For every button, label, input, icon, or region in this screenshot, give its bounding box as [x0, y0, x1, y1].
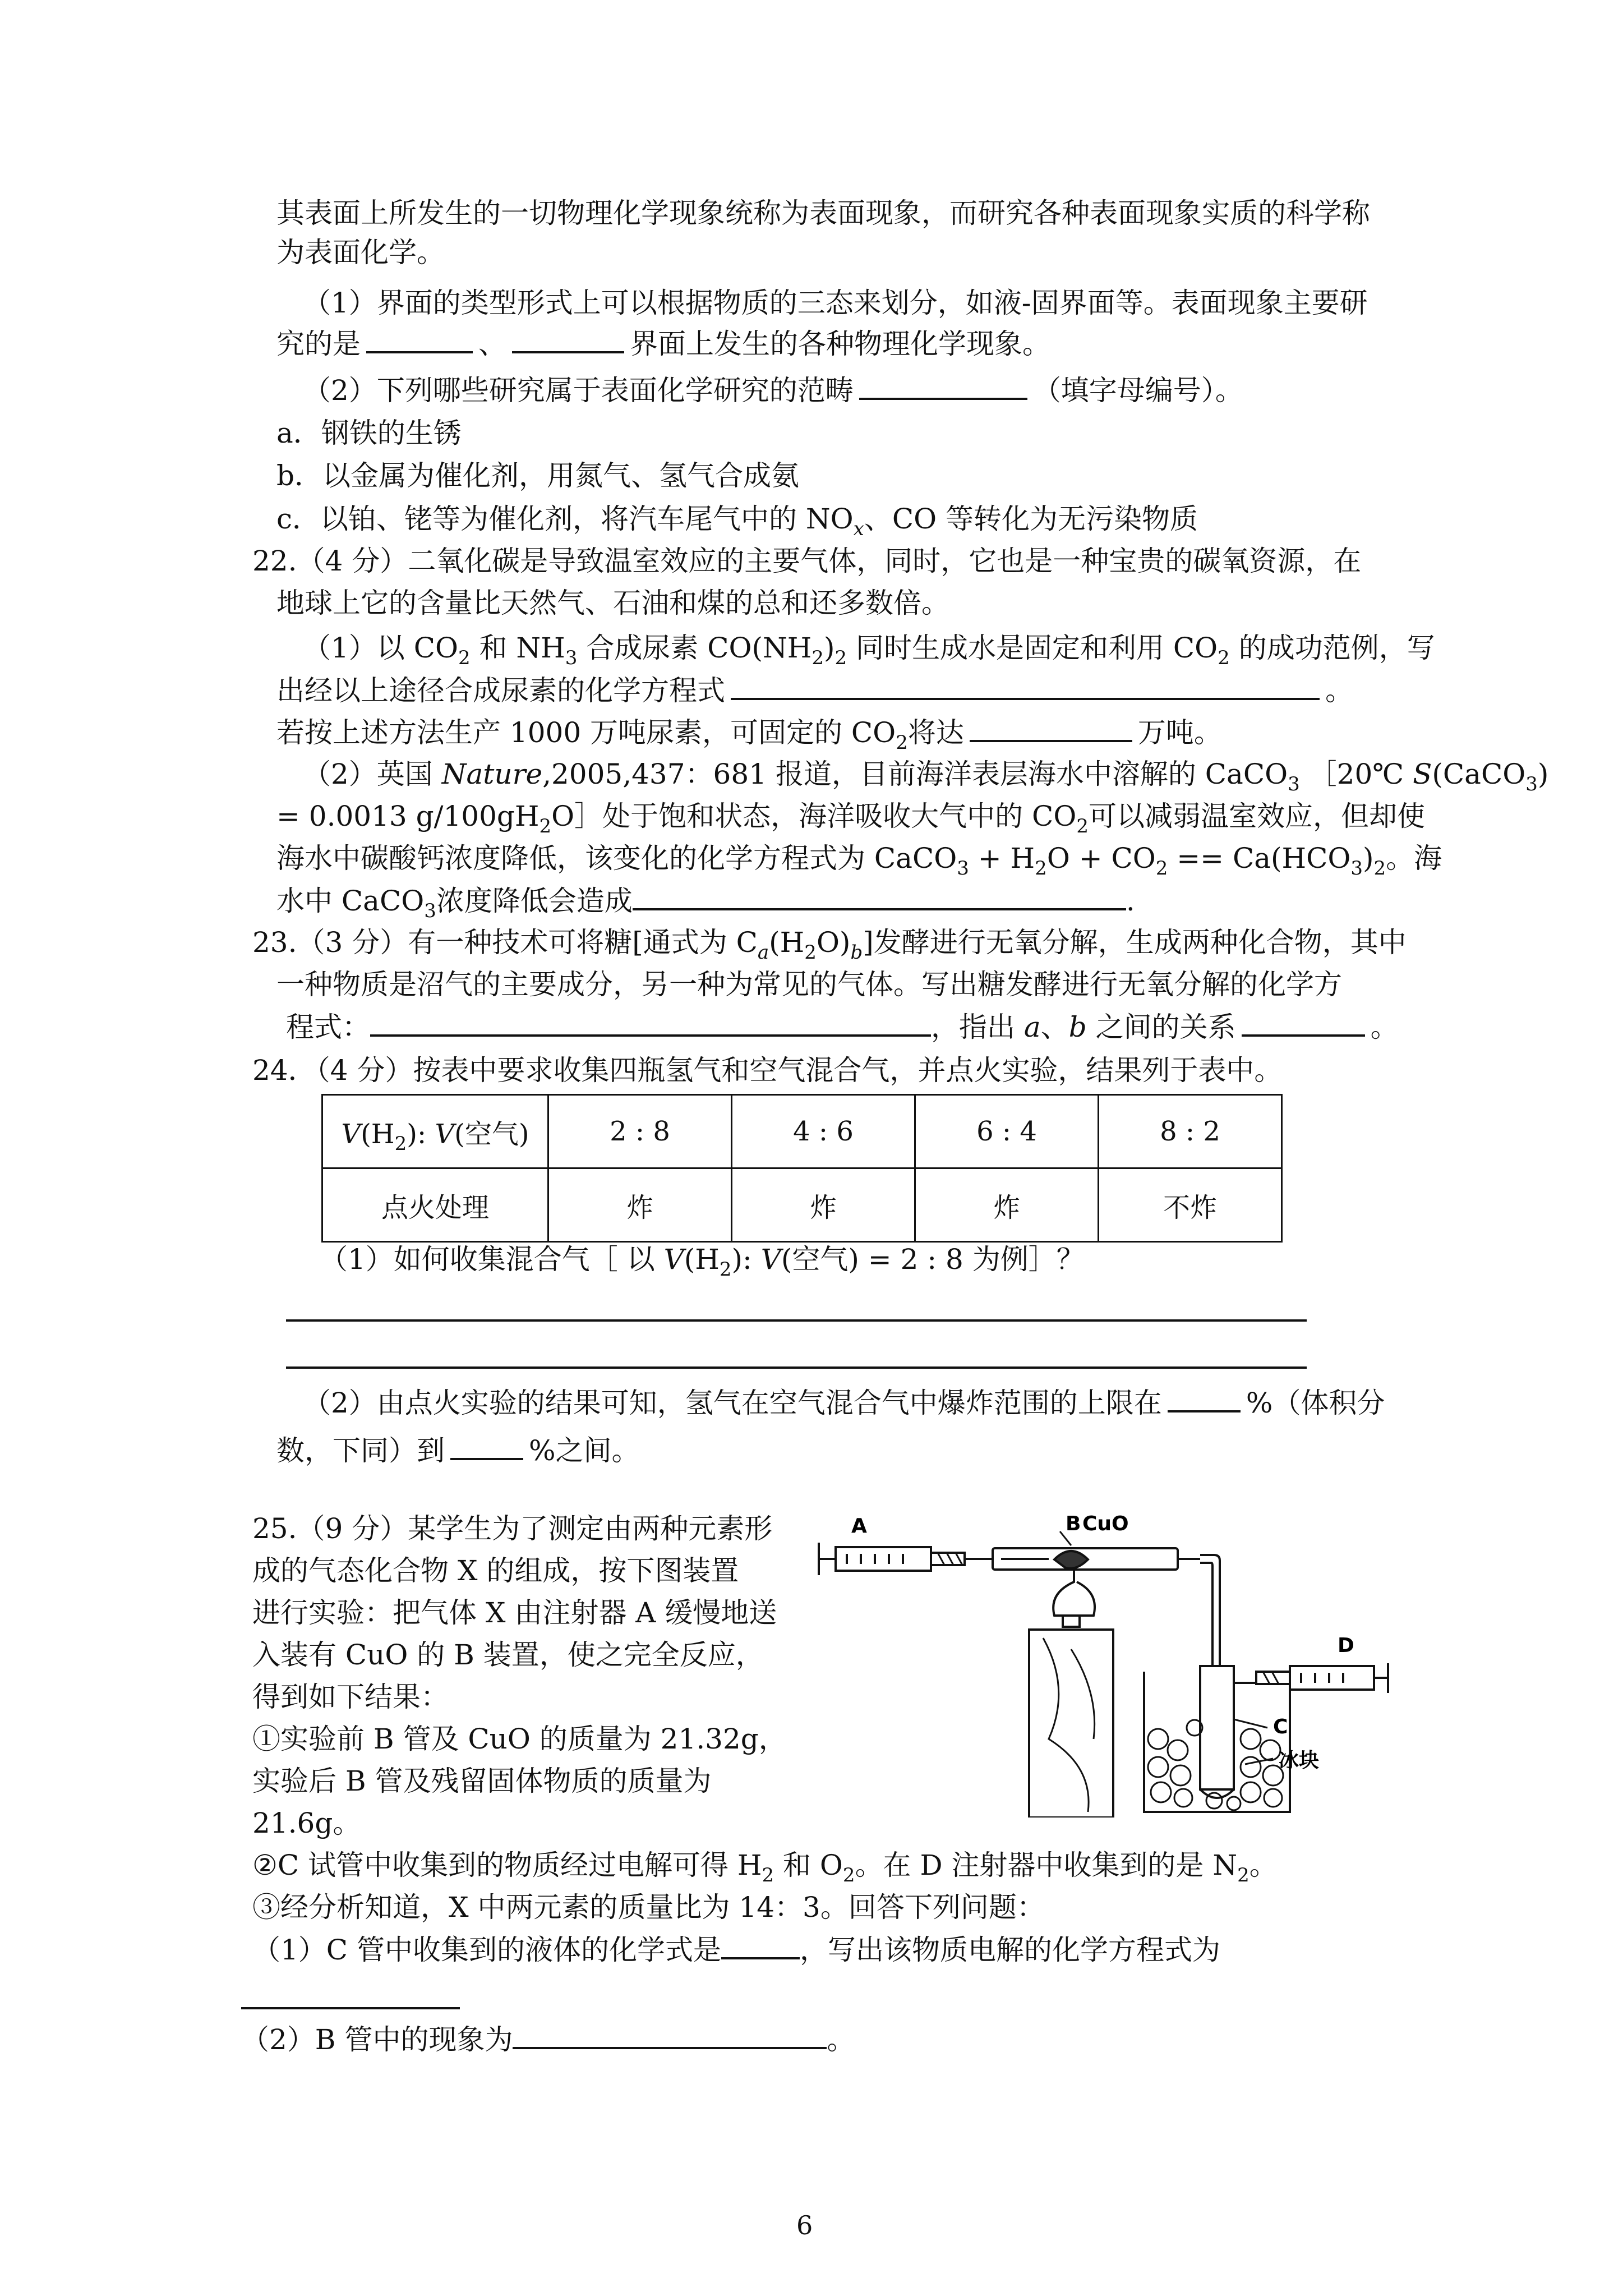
q25-line5: 得到如下结果： [252, 1681, 449, 1713]
page-number: 6 [796, 2210, 813, 2240]
q21-part1-line1: （1）界面的类型形式上可以根据物质的三态来划分，如液-固界面等。表面现象主要研 [303, 287, 1368, 319]
table-cell: 8 : 2 [1099, 1095, 1282, 1168]
syringe-a-icon [819, 1543, 965, 1575]
answer-blank[interactable] [1168, 1386, 1241, 1412]
reaction-tube-b-icon [993, 1548, 1178, 1570]
equation-blank[interactable] [731, 673, 1320, 700]
answer-line[interactable] [241, 2007, 460, 2009]
q22-part2-line1: （2）英国 Nature,2005,437：681 报道，目前海洋表层海水中溶解的 CaCO$_3$ ［20℃ S(CaCO$_3$) [303, 758, 1549, 795]
q23-line1: 23.（3 分）有一种技术可将糖[通式为 $C_a(H_2O)_b$]发酵进行无氧分解，生成两种化合物，其中 [252, 926, 1407, 964]
table-row [322, 1168, 1282, 1242]
table-cell: 炸 [548, 1168, 732, 1242]
label-b: B [1066, 1512, 1081, 1535]
label-a: A [851, 1515, 867, 1538]
q25-line12: （2）B 管中的现象为 。 [241, 2023, 855, 2056]
q24-part2-line1: （2）由点火实验的结果可知，氢气在空气混合气中爆炸范围的上限在 %（体积分 [303, 1387, 1385, 1419]
answer-blank[interactable] [450, 1433, 523, 1460]
answer-line[interactable] [286, 1366, 1307, 1369]
equation-blank[interactable] [370, 1010, 931, 1037]
q21-part2: （2）下列哪些研究属于表面化学研究的范畴 （填字母编号）。 [303, 374, 1243, 407]
answer-blank[interactable] [512, 326, 624, 353]
q25-line2: 成的气态化合物 X 的组成，按下图装置 [252, 1554, 739, 1587]
intro-line-2: 为表面化学。 [276, 236, 445, 269]
table-cell: 2 : 8 [548, 1095, 732, 1168]
answer-blank[interactable] [366, 326, 473, 353]
intro-line-1: 其表面上所发生的一切物理化学现象统称为表面现象，而研究各种表面现象实质的科学称 [276, 197, 1370, 229]
q22-part1-line3: 若按上述方法生产 1000 万吨尿素，可固定的 $CO_2$将达 万吨。 [276, 716, 1222, 754]
label-cuo: CuO [1082, 1512, 1129, 1535]
q24-head: 24．（4 分）按表中要求收集四瓶氢气和空气混合气，并点火实验，结果列于表中。 [252, 1054, 1283, 1087]
q25-line1: 25.（9 分）某学生为了测定由两种元素形 [252, 1512, 773, 1545]
table-cell: 6 : 4 [915, 1095, 1099, 1168]
q25-line10: ③经分析知道，X 中两元素的质量比为 14：3。回答下列问题： [252, 1891, 1045, 1924]
q22-head-line2: 地球上它的含量比天然气、石油和煤的总和还多数倍。 [276, 587, 949, 619]
q25-line9: ②C 试管中收集到的物质经过电解可得 $H_2$ 和 $O_2$。在 D 注射器中收集到的是 $N_2$。 [252, 1849, 1278, 1887]
answer-blank[interactable] [1242, 1010, 1365, 1037]
q21-part1-line2: 究的是 、 界面上发生的各种物理化学现象。 [276, 328, 1050, 360]
q25-line8: 21.6g。 [252, 1807, 361, 1839]
table-header-ignition: 点火处理 [322, 1168, 548, 1242]
table-cell: 炸 [732, 1168, 915, 1242]
q21-option-c: c．以铂、铑等为催化剂，将汽车尾气中的 $NO_x$、CO 等转化为无污染物质 [276, 503, 1198, 540]
answer-line[interactable] [286, 1319, 1307, 1322]
table-header-ratio: $V(H_2)$: V(空气) [322, 1095, 548, 1168]
q21-option-b: b．以金属为催化剂，用氮气、氢气合成氨 [276, 459, 800, 492]
q25-line6: ①实验前 B 管及 CuO 的质量为 21.32g， [252, 1723, 787, 1755]
q22-part2-line4: 水中 CaCO$_3$浓度降低会造成 . [276, 885, 1135, 922]
mixture-table [321, 1094, 1283, 1243]
q25-line7: 实验后 B 管及残留固体物质的质量为 [252, 1765, 712, 1797]
answer-blank[interactable] [970, 715, 1132, 742]
q23-line2: 一种物质是沼气的主要成分，另一种为常见的气体。写出糖发酵进行无氧分解的化学方 [276, 968, 1342, 1001]
apparatus-diagram [808, 1503, 1391, 1818]
burner-icon [1029, 1570, 1113, 1818]
table-row [322, 1095, 1282, 1168]
table-cell: 不炸 [1099, 1168, 1282, 1242]
label-c: C [1273, 1715, 1288, 1738]
answer-blank[interactable] [513, 2022, 827, 2049]
q22-part2-line2: = 0.0013 $g/100gH_2O]$处于饱和状态，海洋吸收大气中的 $CO_2$可以减弱温室效应，但却使 [276, 800, 1425, 838]
q22-part1-line1: （1）以 $CO_2$ 和 $NH_3$ 合成尿素 $CO(NH_2)_2$ 同时生成水是固定和利用 $CO_2$ 的成功范例，写 [303, 632, 1435, 669]
q25-line3: 进行实验：把气体 X 由注射器 A 缓慢地送 [252, 1596, 777, 1629]
q22-part2-line3: 海水中碳酸钙浓度降低，该变化的化学方程式为 CaCO$_3$ + $H_2O + CO_2 == Ca(HCO_3)_2$。海 [276, 842, 1442, 880]
q22-part1-line2: 出经以上途径合成尿素的化学方程式 。 [276, 674, 1353, 707]
syringe-d-icon [1234, 1663, 1388, 1693]
q25-line11: （1）C 管中收集到的液体的化学式是 ，写出该物质电解的化学方程式为 [252, 1934, 1220, 1966]
q22-head-line1: 22.（4 分）二氧化碳是导致温室效应的主要气体，同时，它也是一种宝贵的碳氧资源，在 [252, 545, 1362, 577]
answer-blank[interactable] [721, 1932, 800, 1959]
q25-line4: 入装有 CuO 的 B 装置，使之完全反应， [252, 1639, 764, 1671]
table-cell: 4 : 6 [732, 1095, 915, 1168]
q24-part1: （1）如何收集混合气［ 以 $V(H_2)$: V(空气) = 2 : 8 为例］？ [320, 1243, 1085, 1281]
answer-blank[interactable] [859, 373, 1027, 400]
table-cell: 炸 [915, 1168, 1099, 1242]
q21-option-a: a．钢铁的生锈 [276, 417, 462, 449]
q24-part2-line2: 数，下同）到 %之间。 [276, 1434, 640, 1467]
label-d: D [1338, 1634, 1354, 1657]
label-ice: 冰块 [1279, 1749, 1320, 1772]
answer-blank[interactable] [633, 884, 1126, 910]
q23-line3: 程式： ，指出 a、b 之间的关系 。 [286, 1011, 1399, 1043]
